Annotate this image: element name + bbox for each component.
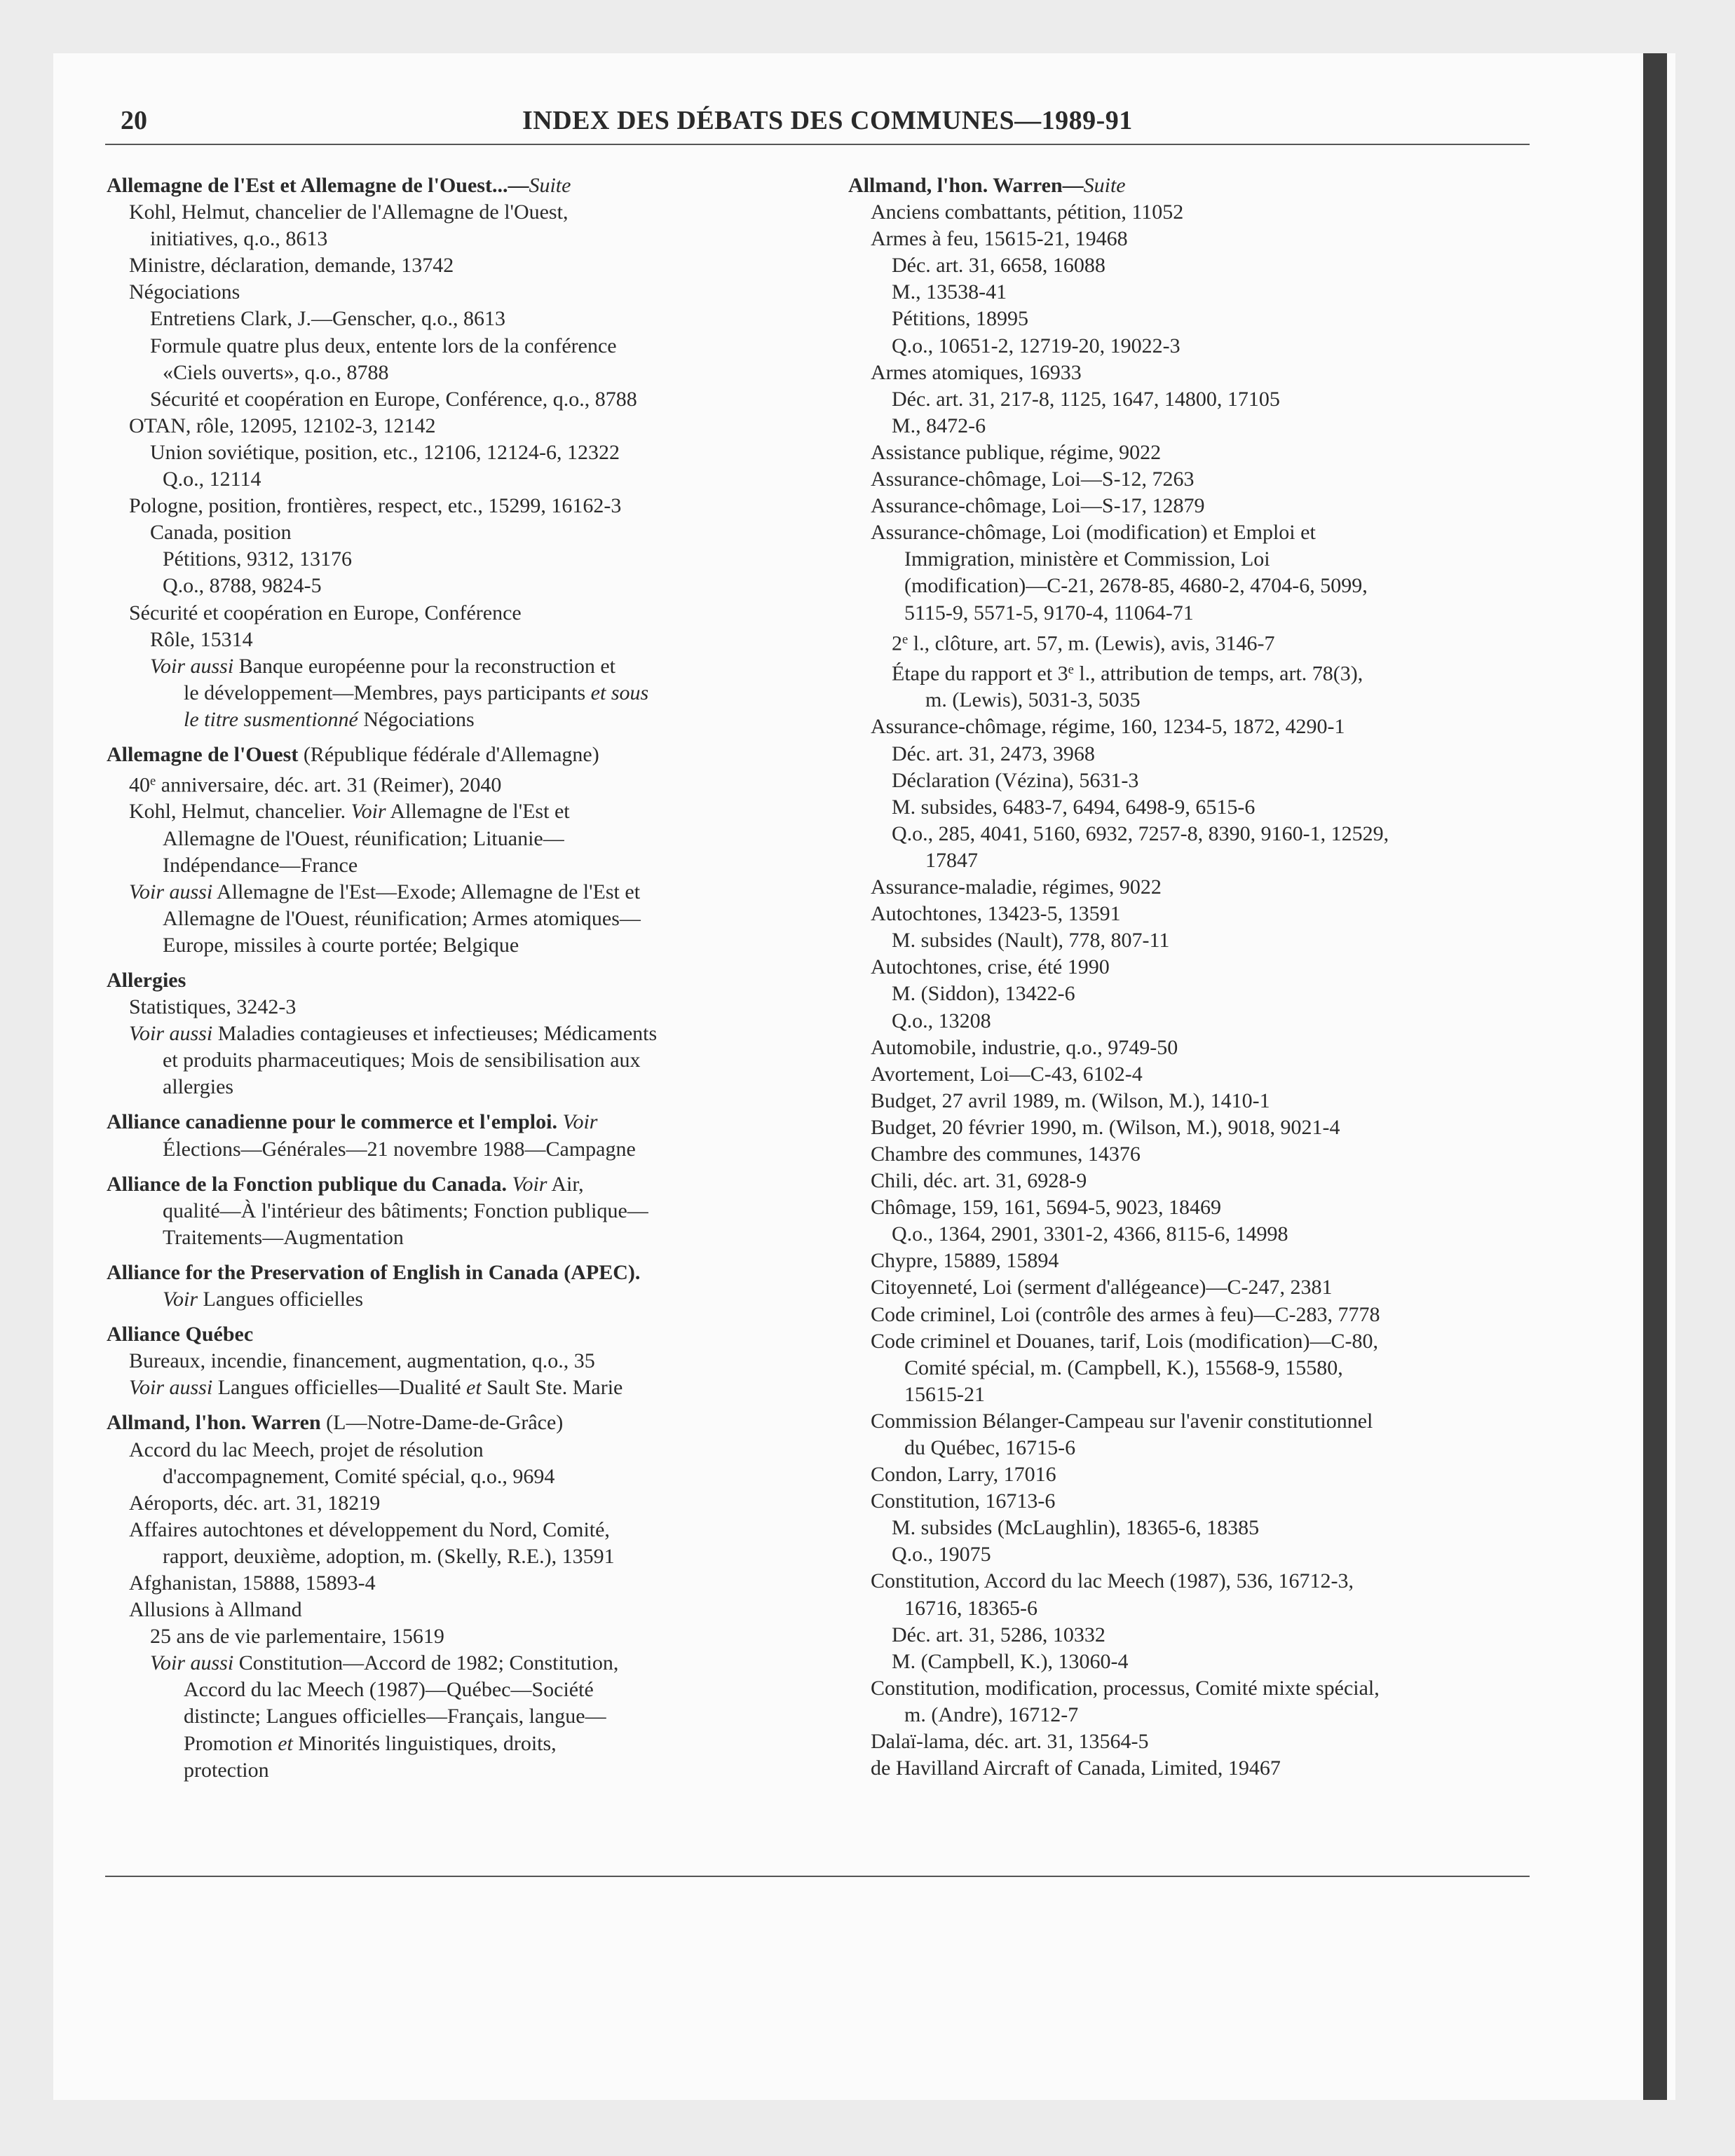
index-entry [848, 874, 1532, 901]
entry-text: m. (Lewis), 5031-3, 5035 [925, 688, 1141, 712]
entry-text: Assistance publique, régime, 9022 [871, 440, 1162, 464]
index-entry [107, 1286, 790, 1313]
entry-text: allergies [163, 1075, 234, 1099]
index-heading [107, 1321, 790, 1348]
entry-text: Condon, Larry, 17016 [871, 1463, 1056, 1487]
entry-text: Banque européenne pour la reconstruction et [233, 654, 615, 678]
entry-text: Union soviétique, position, etc., 12106, 12124-6, 12322 [150, 440, 620, 464]
italic-text: Suite [1083, 174, 1126, 197]
page-number: 20 [121, 106, 147, 135]
index-heading [848, 172, 1532, 199]
entry-text: M. (Campbell, K.), 13060-4 [892, 1649, 1129, 1673]
entry-text: Q.o., 13208 [892, 1009, 991, 1032]
entry-text: (modification)—C-21, 2678-85, 4680-2, 4704-6, 5099, [904, 574, 1368, 598]
index-entry [107, 1757, 790, 1784]
entry-text: 2 [892, 631, 902, 655]
entry-text: Traitements—Augmentation [163, 1225, 404, 1249]
heading-text: Allergies [107, 969, 186, 992]
index-entry [848, 1381, 1532, 1408]
index-entry [848, 1194, 1532, 1221]
heading-text: Alliance canadienne pour le commerce et l'emploi. [107, 1110, 557, 1134]
entry-text: (République fédérale d'Allemagne) [298, 742, 599, 766]
index-entry [107, 1543, 790, 1570]
index-entry [848, 199, 1532, 226]
entry-text: Q.o., 19075 [892, 1543, 991, 1567]
index-entry [848, 927, 1532, 954]
index-entry [107, 707, 790, 733]
index-entry [848, 439, 1532, 466]
entry-text: protection [184, 1758, 269, 1782]
entry-text: Constitution, 16713-6 [871, 1489, 1056, 1513]
entry-text: Afghanistan, 15888, 15893-4 [129, 1571, 376, 1595]
index-entry [107, 798, 790, 825]
entry-text: Sault Ste. Marie [481, 1376, 623, 1400]
index-entry [107, 1437, 790, 1464]
entry-text: Négociations [358, 707, 475, 731]
index-heading [107, 1260, 790, 1286]
index-entry [848, 466, 1532, 493]
index-entry [107, 627, 790, 653]
index-entry [848, 1168, 1532, 1194]
entry-text: Chambre des communes, 14376 [871, 1142, 1141, 1166]
entry-text: Code criminel et Douanes, tarif, Lois (modification)—C-80, [871, 1329, 1378, 1353]
index-entry [848, 386, 1532, 413]
index-entry [848, 1568, 1532, 1595]
entry-text: Accord du lac Meech (1987)—Québec—Société [184, 1678, 594, 1702]
index-entry [848, 901, 1532, 927]
entry-text: Chômage, 159, 161, 5694-5, 9023, 18469 [871, 1196, 1221, 1220]
index-entry [848, 767, 1532, 794]
entry-text: M. subsides (Nault), 778, 807-11 [892, 929, 1170, 953]
index-column-left [107, 172, 790, 1784]
entry-text: Déclaration (Vézina), 5631-3 [892, 768, 1139, 792]
index-entry [848, 687, 1532, 714]
entry-text: M. subsides (McLaughlin), 18365-6, 18385 [892, 1516, 1260, 1540]
index-entry [107, 680, 790, 707]
entry-text: rapport, deuxième, adoption, m. (Skelly, R.E.), 13591 [163, 1544, 615, 1568]
index-heading [107, 1171, 790, 1198]
entry-text: Dalaï-lama, déc. art. 31, 13564-5 [871, 1730, 1149, 1754]
index-entry [107, 1677, 790, 1703]
entry-text: (L—Notre-Dame-de-Grâce) [320, 1411, 564, 1435]
index-entry [848, 1302, 1532, 1328]
index-entry [107, 386, 790, 413]
entry-text: Budget, 27 avril 1989, m. (Wilson, M.), 1410-1 [871, 1089, 1270, 1112]
index-entry [107, 994, 790, 1021]
entry-text: Autochtones, crise, été 1990 [871, 955, 1110, 979]
index-entry [848, 1649, 1532, 1675]
entry-text: d'accompagnement, Comité spécial, q.o., 9694 [163, 1464, 555, 1488]
index-entry [848, 1435, 1532, 1461]
entry-text: Anciens combattants, pétition, 11052 [871, 200, 1184, 224]
entry-text: Constitution—Accord de 1982; Constitution, [233, 1651, 619, 1675]
index-entry [848, 279, 1532, 306]
index-entry [848, 1008, 1532, 1035]
entry-text: 40 [129, 773, 150, 797]
index-entry [107, 546, 790, 573]
index-entry [107, 1374, 790, 1401]
entry-text: Formule quatre plus deux, entente lors de la conférence [150, 334, 617, 357]
entry-text: 25 ans de vie parlementaire, 15619 [150, 1625, 444, 1649]
entry-text: Bureaux, incendie, financement, augmentation, q.o., 35 [129, 1349, 595, 1373]
italic-text: Voir aussi [129, 1022, 213, 1046]
index-entry [848, 546, 1532, 573]
entry-text: Chypre, 15889, 15894 [871, 1249, 1059, 1273]
entry-text: Allemagne de l'Est et [386, 800, 570, 824]
entry-text: Déc. art. 31, 2473, 3968 [892, 742, 1095, 765]
index-entry [107, 333, 790, 360]
index-entry [107, 1348, 790, 1374]
entry-text: Assurance-chômage, Loi—S-12, 7263 [871, 468, 1195, 491]
index-entry [107, 768, 790, 798]
entry-text: Commission Bélanger-Campeau sur l'avenir constitutionnel [871, 1409, 1373, 1433]
index-entry [107, 252, 790, 279]
index-entry [107, 1224, 790, 1251]
index-entry [848, 1035, 1532, 1061]
index-entry [848, 1141, 1532, 1168]
index-entry [848, 1595, 1532, 1622]
entry-text: Europe, missiles à courte portée; Belgique [163, 933, 519, 957]
entry-text: Entretiens Clark, J.—Genscher, q.o., 8613 [150, 307, 506, 331]
entry-text: Armes atomiques, 16933 [871, 360, 1082, 384]
entry-text: et produits pharmaceutiques; Mois de sensibilisation aux [163, 1049, 641, 1072]
entry-text: Étape du rapport et 3 [892, 662, 1068, 685]
index-entry [848, 1728, 1532, 1755]
entry-text: anniversaire, déc. art. 31 (Reimer), 2040 [156, 773, 502, 797]
index-entry [107, 519, 790, 546]
index-entry [107, 879, 790, 906]
index-entry [848, 519, 1532, 546]
superscript: e [150, 774, 156, 789]
entry-text: «Ciels ouverts», q.o., 8788 [163, 360, 389, 384]
index-entry [107, 852, 790, 879]
index-entry [848, 1755, 1532, 1782]
index-heading [107, 967, 790, 994]
index-entry [848, 657, 1532, 687]
entry-text: 5115-9, 5571-5, 9170-4, 11064-71 [904, 601, 1194, 625]
entry-text: Pétitions, 9312, 13176 [163, 547, 353, 571]
italic-text: Suite [529, 174, 571, 197]
index-entry [848, 954, 1532, 981]
entry-text: Q.o., 10651-2, 12719-20, 19022-3 [892, 334, 1181, 357]
index-entry [848, 1622, 1532, 1649]
entry-text: 16716, 18365-6 [904, 1596, 1037, 1620]
entry-text: Assurance-chômage, Loi (modification) et Emploi et [871, 521, 1316, 545]
entry-text: Pétitions, 18995 [892, 307, 1029, 331]
entry-text: l., clôture, art. 57, m. (Lewis), avis, 3146-7 [908, 631, 1275, 655]
footer-rule [105, 1876, 1530, 1877]
italic-text: Voir [562, 1110, 598, 1134]
entry-text: OTAN, rôle, 12095, 12102-3, 12142 [129, 414, 436, 437]
entry-text: Kohl, Helmut, chancelier. [129, 800, 351, 824]
index-entry [107, 360, 790, 386]
index-entry [848, 1675, 1532, 1702]
index-entry [107, 1047, 790, 1074]
entry-text: Pologne, position, frontières, respect, etc., 15299, 16162-3 [129, 494, 622, 518]
index-entry [107, 226, 790, 252]
entry-text: Statistiques, 3242-3 [129, 995, 297, 1019]
entry-text: M. subsides, 6483-7, 6494, 6498-9, 6515-6 [892, 795, 1256, 819]
index-entry [848, 226, 1532, 252]
italic-text: et [278, 1731, 293, 1755]
italic-text: et [466, 1376, 482, 1400]
italic-text: le titre susmentionné [184, 707, 358, 731]
index-entry [107, 1517, 790, 1543]
entry-text: Aéroports, déc. art. 31, 18219 [129, 1491, 381, 1515]
entry-text: Constitution, modification, processus, Comité mixte spécial, [871, 1676, 1380, 1700]
index-entry [107, 932, 790, 959]
index-entry [107, 439, 790, 466]
heading-text: Alliance Québec [107, 1323, 254, 1346]
index-entry [107, 600, 790, 627]
index-entry [848, 1515, 1532, 1541]
index-entry [848, 1248, 1532, 1274]
entry-text: M., 8472-6 [892, 414, 986, 437]
entry-text: Assurance-chômage, régime, 160, 1234-5, 1872, 4290-1 [871, 715, 1345, 739]
index-heading [107, 742, 790, 768]
index-entry [848, 714, 1532, 740]
entry-text: Allemagne de l'Ouest, réunification; Armes atomiques— [163, 906, 641, 930]
entry-text: Assurance-chômage, Loi—S-17, 12879 [871, 494, 1205, 518]
entry-text: 17847 [925, 848, 978, 872]
index-entry [848, 794, 1532, 821]
entry-text: Code criminel, Loi (contrôle des armes à feu)—C-283, 7778 [871, 1302, 1380, 1326]
entry-text: Immigration, ministère et Commission, Loi [904, 547, 1270, 571]
entry-text: Langues officielles—Dualité [212, 1376, 467, 1400]
entry-text: Budget, 20 février 1990, m. (Wilson, M.), 9018, 9021-4 [871, 1115, 1340, 1139]
entry-text: Minorités linguistiques, droits, [292, 1731, 557, 1755]
index-entry [848, 573, 1532, 599]
entry-text: Accord du lac Meech, projet de résolution [129, 1438, 484, 1461]
italic-text: Voir aussi [129, 1376, 213, 1400]
italic-text: et sous [590, 681, 649, 704]
entry-text: du Québec, 16715-6 [904, 1436, 1076, 1459]
entry-text: Affaires autochtones et développement du Nord, Comité, [129, 1517, 610, 1541]
index-entry [848, 1274, 1532, 1301]
index-entry [848, 1355, 1532, 1381]
entry-text: Constitution, Accord du lac Meech (1987), 536, 16712-3, [871, 1569, 1354, 1593]
heading-text: Alliance de la Fonction publique du Canada. [107, 1172, 507, 1196]
index-entry [107, 1198, 790, 1224]
index-entry [107, 1464, 790, 1490]
index-entry [848, 1221, 1532, 1248]
entry-text: initiatives, q.o., 8613 [150, 227, 328, 251]
index-entry [107, 1703, 790, 1730]
index-entry [107, 906, 790, 932]
heading-text: Allemagne de l'Est et Allemagne de l'Ouest...— [107, 174, 529, 197]
entry-text: M. (Siddon), 13422-6 [892, 982, 1075, 1006]
entry-text: Chili, déc. art. 31, 6928-9 [871, 1169, 1087, 1193]
entry-text: Comité spécial, m. (Campbell, K.), 15568-9, 15580, [904, 1356, 1343, 1379]
index-entry [848, 1541, 1532, 1568]
entry-text: qualité—À l'intérieur des bâtiments; Fonction publique— [163, 1199, 648, 1222]
italic-text: Voir aussi [150, 654, 234, 678]
entry-text: Kohl, Helmut, chancelier de l'Allemagne de l'Ouest, [129, 200, 569, 224]
entry-text: Ministre, déclaration, demande, 13742 [129, 254, 454, 278]
index-entry [107, 826, 790, 852]
index-entry [107, 306, 790, 332]
index-entry [848, 1461, 1532, 1488]
index-entry [107, 1021, 790, 1047]
entry-text: Maladies contagieuses et infectieuses; Médicaments [212, 1022, 658, 1046]
entry-text: Avortement, Loi—C-43, 6102-4 [871, 1062, 1143, 1086]
superscript: e [902, 632, 909, 647]
index-entry [107, 1490, 790, 1517]
entry-text: Langues officielles [198, 1288, 364, 1311]
index-entry [848, 981, 1532, 1007]
entry-text: Déc. art. 31, 6658, 16088 [892, 254, 1105, 278]
index-entry [848, 1088, 1532, 1114]
index-entry [848, 741, 1532, 767]
entry-text: Q.o., 1364, 2901, 3301-2, 4366, 8115-6, 14998 [892, 1222, 1288, 1246]
index-entry [848, 1328, 1532, 1355]
entry-text: 15615-21 [904, 1382, 985, 1406]
index-entry [107, 1136, 790, 1163]
superscript: e [1068, 662, 1074, 677]
index-entry [848, 1061, 1532, 1088]
scan-edge-shadow [1643, 53, 1667, 2100]
italic-text: Voir aussi [129, 880, 213, 903]
index-entry [107, 1731, 790, 1757]
italic-text: Voir aussi [150, 1651, 234, 1675]
index-entry [107, 653, 790, 680]
entry-text: Autochtones, 13423-5, 13591 [871, 902, 1121, 926]
index-entry [848, 333, 1532, 360]
entry-text: Q.o., 12114 [163, 468, 261, 491]
entry-text: Rôle, 15314 [150, 627, 253, 651]
index-entry [848, 1408, 1532, 1435]
index-entry [848, 847, 1532, 874]
entry-text: Assurance-maladie, régimes, 9022 [871, 875, 1162, 899]
entry-text: l., attribution de temps, art. 78(3), [1073, 662, 1363, 685]
entry-text: Citoyenneté, Loi (serment d'allégeance)—C-247, 2381 [871, 1276, 1333, 1299]
index-entry [848, 821, 1532, 847]
index-entry [848, 1114, 1532, 1141]
index-entry [848, 493, 1532, 519]
index-entry [848, 360, 1532, 386]
entry-text: Sécurité et coopération en Europe, Conférence, q.o., 8788 [150, 387, 637, 411]
running-title: INDEX DES DÉBATS DES COMMUNES—1989-91 [522, 106, 1133, 135]
heading-text: Allmand, l'hon. Warren [107, 1411, 321, 1435]
index-heading [107, 1410, 790, 1436]
entry-text: de Havilland Aircraft of Canada, Limited, 19467 [871, 1756, 1281, 1780]
index-entry [107, 279, 790, 306]
index-entry [848, 627, 1532, 657]
index-entry [107, 199, 790, 226]
index-entry [107, 1597, 790, 1623]
index-entry [107, 1623, 790, 1650]
entry-text: Automobile, industrie, q.o., 9749-50 [871, 1035, 1178, 1059]
italic-text: Voir [351, 800, 386, 824]
index-entry [107, 1074, 790, 1100]
entry-text: Déc. art. 31, 5286, 10332 [892, 1623, 1105, 1646]
index-entry [107, 1650, 790, 1677]
entry-text: m. (Andre), 16712-7 [904, 1703, 1079, 1726]
entry-text: Q.o., 285, 4041, 5160, 6932, 7257-8, 8390, 9160-1, 12529, [892, 821, 1389, 845]
index-heading [107, 1109, 790, 1135]
index-heading [107, 172, 790, 199]
index-entry [107, 493, 790, 519]
italic-text: Voir [512, 1172, 547, 1196]
index-entry [848, 413, 1532, 439]
entry-text: Promotion [184, 1731, 278, 1755]
entry-text: Négociations [129, 280, 240, 304]
entry-text: Q.o., 8788, 9824-5 [163, 574, 322, 598]
heading-text: Allmand, l'hon. Warren— [848, 174, 1084, 197]
index-entry [848, 252, 1532, 279]
heading-text: Alliance for the Preservation of English in Canada (APEC). [107, 1260, 641, 1284]
index-entry [107, 1570, 790, 1597]
entry-text: Indépendance—France [163, 853, 358, 877]
index-entry [107, 413, 790, 439]
entry-text: Élections—Générales—21 novembre 1988—Campagne [163, 1137, 636, 1161]
entry-text: Allemagne de l'Ouest, réunification; Lituanie— [163, 826, 564, 850]
entry-text: Déc. art. 31, 217-8, 1125, 1647, 14800, 17105 [892, 387, 1280, 411]
entry-text: M., 13538-41 [892, 280, 1007, 304]
heading-text: Allemagne de l'Ouest [107, 742, 299, 766]
index-column-right [848, 172, 1532, 1782]
italic-text: Voir [163, 1288, 198, 1311]
index-entry [848, 1488, 1532, 1515]
index-entry [848, 1702, 1532, 1728]
index-entry [107, 573, 790, 599]
entry-text: Allusions à Allmand [129, 1598, 302, 1622]
entry-text: Canada, position [150, 521, 292, 545]
index-entry [107, 466, 790, 493]
entry-text: Air, [547, 1172, 584, 1196]
entry-text: distincte; Langues officielles—Français, langue— [184, 1705, 606, 1728]
entry-text: Allemagne de l'Est—Exode; Allemagne de l'Est et [212, 880, 641, 903]
index-entry [848, 306, 1532, 332]
entry-text: le développement—Membres, pays participants [184, 681, 591, 704]
index-entry [848, 600, 1532, 627]
header-rule [105, 144, 1530, 145]
entry-text: Armes à feu, 15615-21, 19468 [871, 227, 1128, 251]
entry-text: Sécurité et coopération en Europe, Conférence [129, 601, 522, 625]
